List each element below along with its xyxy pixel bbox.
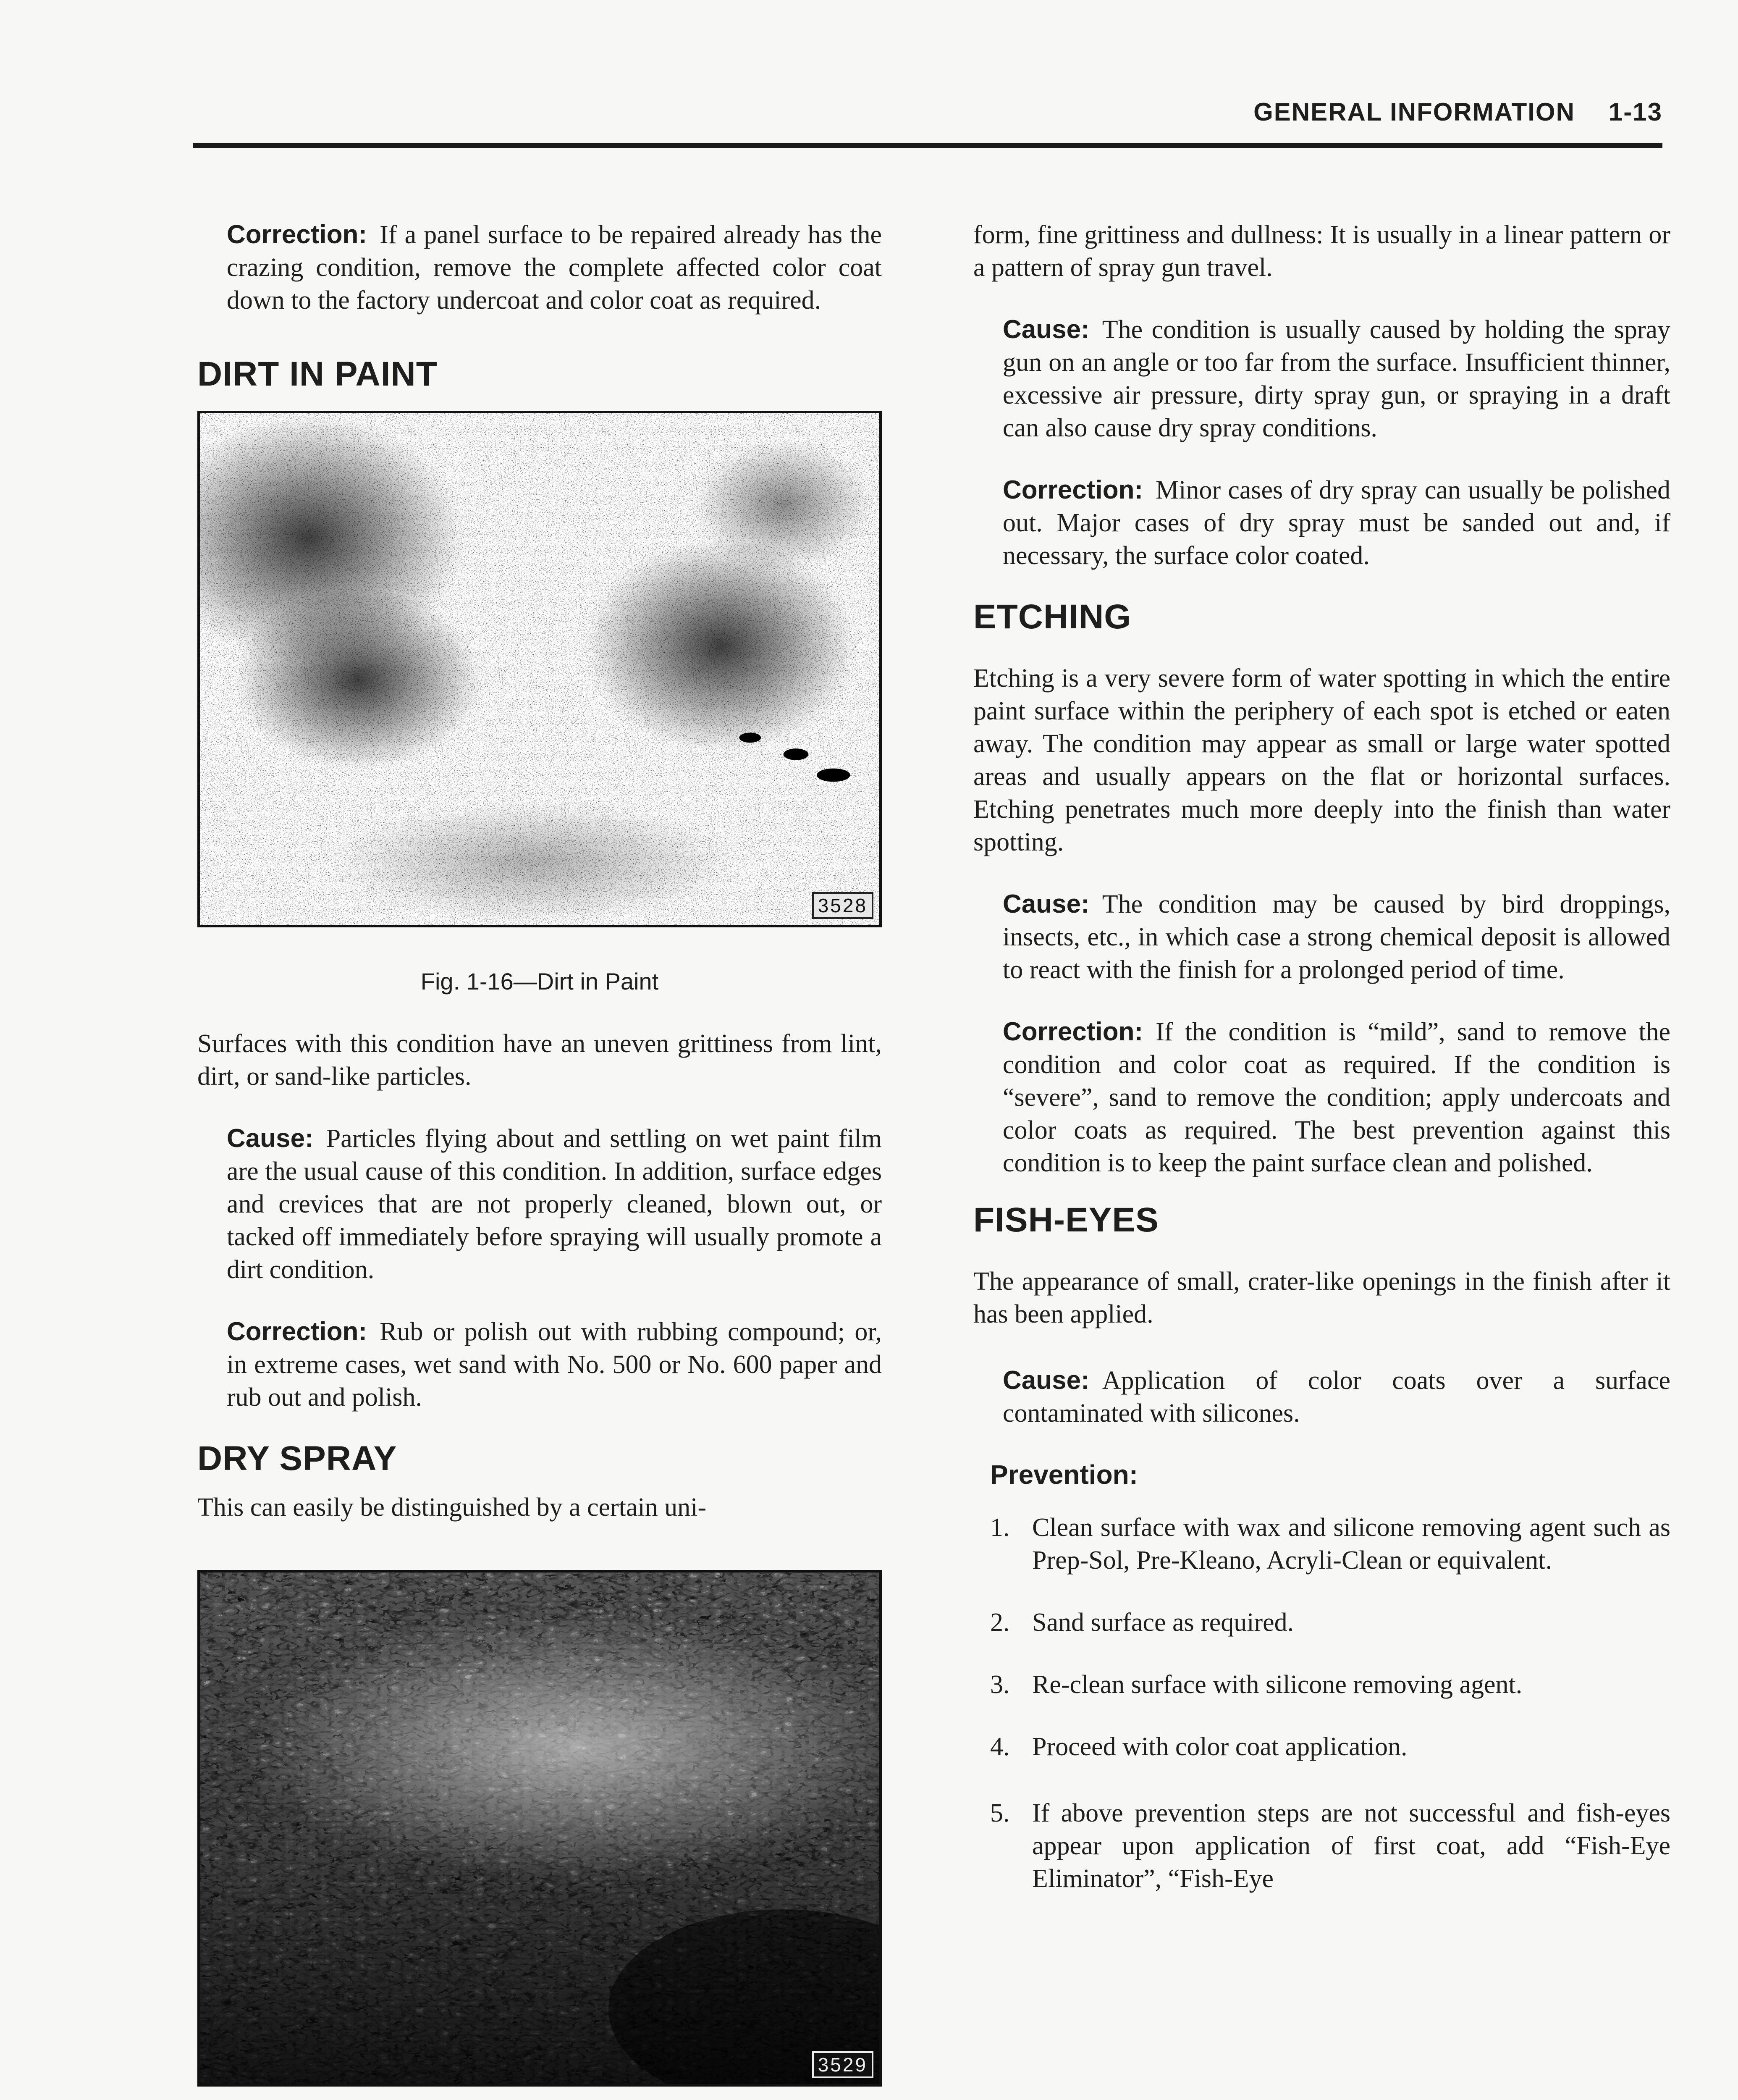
dry-correction-paragraph bbox=[1003, 474, 1670, 572]
correction-label: Correction: bbox=[227, 1317, 367, 1346]
section-title: GENERAL INFORMATION bbox=[1253, 98, 1575, 126]
cause-label: Cause: bbox=[1003, 315, 1090, 344]
figure-number-tag: 3528 bbox=[812, 892, 873, 919]
list-item: 3. Re-clean surface with silicone removing agent. bbox=[990, 1670, 1523, 1699]
running-header bbox=[1253, 97, 1662, 126]
heading-dirt-in-paint: DIRT IN PAINT bbox=[197, 355, 438, 393]
list-item: 5. If above prevention steps are not successful and fish-eyes appear upon application of first coat, add “Fish-Eye Eliminator”, “Fish-Eye bbox=[990, 1799, 1670, 1893]
dirt-cause-text: Particles flying about and settling on wet paint film are the usual cause of this condition. In addition, surface edges and crevices that are not properly cleaned, blown out, or tacked off immediately before spraying will usually promote a dirt condition. bbox=[227, 1124, 882, 1284]
correction-label: Correction: bbox=[227, 220, 367, 249]
cause-label: Cause: bbox=[1003, 890, 1090, 919]
cause-label: Cause: bbox=[227, 1124, 314, 1153]
etching-correction-paragraph bbox=[1003, 1016, 1670, 1179]
etching-cause-paragraph bbox=[1003, 888, 1670, 986]
figure-number-tag: 3529 bbox=[812, 2051, 873, 2078]
dry-cause-text: The condition is usually caused by holding the spray gun on an angle or too far from the surface. Insufficient thinner, excessive air pressure, dirty spray gun, or spraying in a draft can also cause dry spray conditions. bbox=[1003, 315, 1670, 442]
etching-description: Etching is a very severe form of water spotting in which the entire paint surface within the periphery of each spot is etched or eaten away. The condition may appear as small or large water spotted areas and usually appears on the flat or horizontal surfaces. Etching penetrates much more deeply into the finish than water spotting. bbox=[973, 664, 1670, 856]
figure-dry-spray-photo bbox=[197, 1570, 882, 2087]
dirt-texture-image bbox=[200, 413, 879, 925]
dirt-description: Surfaces with this condition have an uneven grittiness from lint, dirt, or sand-like particles. bbox=[197, 1029, 882, 1091]
dry-cause-paragraph bbox=[1003, 313, 1670, 444]
dry-spray-texture-image bbox=[200, 1572, 879, 2084]
dry-correction-text: Minor cases of dry spray can usually be polished out. Major cases of dry spray must be sanded out and, if necessary, the surface color coated. bbox=[1003, 476, 1670, 570]
dirt-cause-paragraph bbox=[227, 1122, 882, 1286]
list-item: 4. Proceed with color coat application. bbox=[990, 1732, 1408, 1761]
prevention-heading: Prevention: bbox=[990, 1460, 1138, 1490]
etching-correction-text: If the condition is “mild”, sand to remove the condition and color coat as required. If the condition is “severe”, sand to remove the condition; apply undercoats and color coats as required. The best prevention against this condition is to keep the paint surface clean and polished. bbox=[1003, 1018, 1670, 1177]
header-rule bbox=[193, 143, 1662, 148]
correction-label: Correction: bbox=[1003, 1017, 1143, 1046]
fish-eyes-description: The appearance of small, crater-like openings in the finish after it has been applied. bbox=[973, 1267, 1670, 1328]
correction-label: Correction: bbox=[1003, 475, 1143, 504]
left-column bbox=[197, 218, 882, 2100]
dirt-correction-paragraph bbox=[227, 1315, 882, 1414]
figure-dirt-in-paint-photo bbox=[197, 411, 882, 927]
heading-dry-spray: DRY SPRAY bbox=[197, 1439, 397, 1478]
list-item: 1. Clean surface with wax and silicone removing agent such as Prep-Sol, Pre-Kleano, Acryli-Clean or equivalent. bbox=[990, 1513, 1670, 1575]
etching-cause-text: The condition may be caused by bird droppings, insects, etc., in which case a strong chemical deposit is allowed to react with the finish for a prolonged period of time. bbox=[1003, 890, 1670, 984]
crazing-correction-paragraph bbox=[227, 218, 882, 317]
fish-cause-text: Application of color coats over a surface contaminated with silicones. bbox=[1003, 1366, 1670, 1428]
figure-caption-dirt-in-paint: Fig. 1-16—Dirt in Paint bbox=[420, 968, 659, 995]
heading-fish-eyes: FISH-EYES bbox=[973, 1201, 1159, 1239]
fish-cause-paragraph bbox=[1003, 1364, 1670, 1430]
page-number: 1-13 bbox=[1608, 98, 1662, 126]
cause-label: Cause: bbox=[1003, 1366, 1090, 1395]
dry-spray-continued: form, fine grittiness and dullness: It is usually in a linear pattern or a pattern of spray gun travel. bbox=[973, 220, 1670, 282]
prevention-steps-list bbox=[990, 1511, 1670, 1895]
right-column bbox=[973, 218, 1670, 1895]
list-item: 2. Sand surface as required. bbox=[990, 1608, 1294, 1637]
crazing-correction-text: If a panel surface to be repaired already has the crazing condition, remove the complete affected color coat down to the factory undercoat and color coat as required. bbox=[227, 220, 882, 315]
dry-spray-intro: This can easily be distinguished by a certain uni- bbox=[197, 1493, 707, 1522]
dirt-correction-text: Rub or polish out with rubbing compound; or, in extreme cases, wet sand with No. 500 or No. 600 paper and rub out and polish. bbox=[227, 1318, 882, 1412]
heading-etching: ETCHING bbox=[973, 598, 1131, 636]
